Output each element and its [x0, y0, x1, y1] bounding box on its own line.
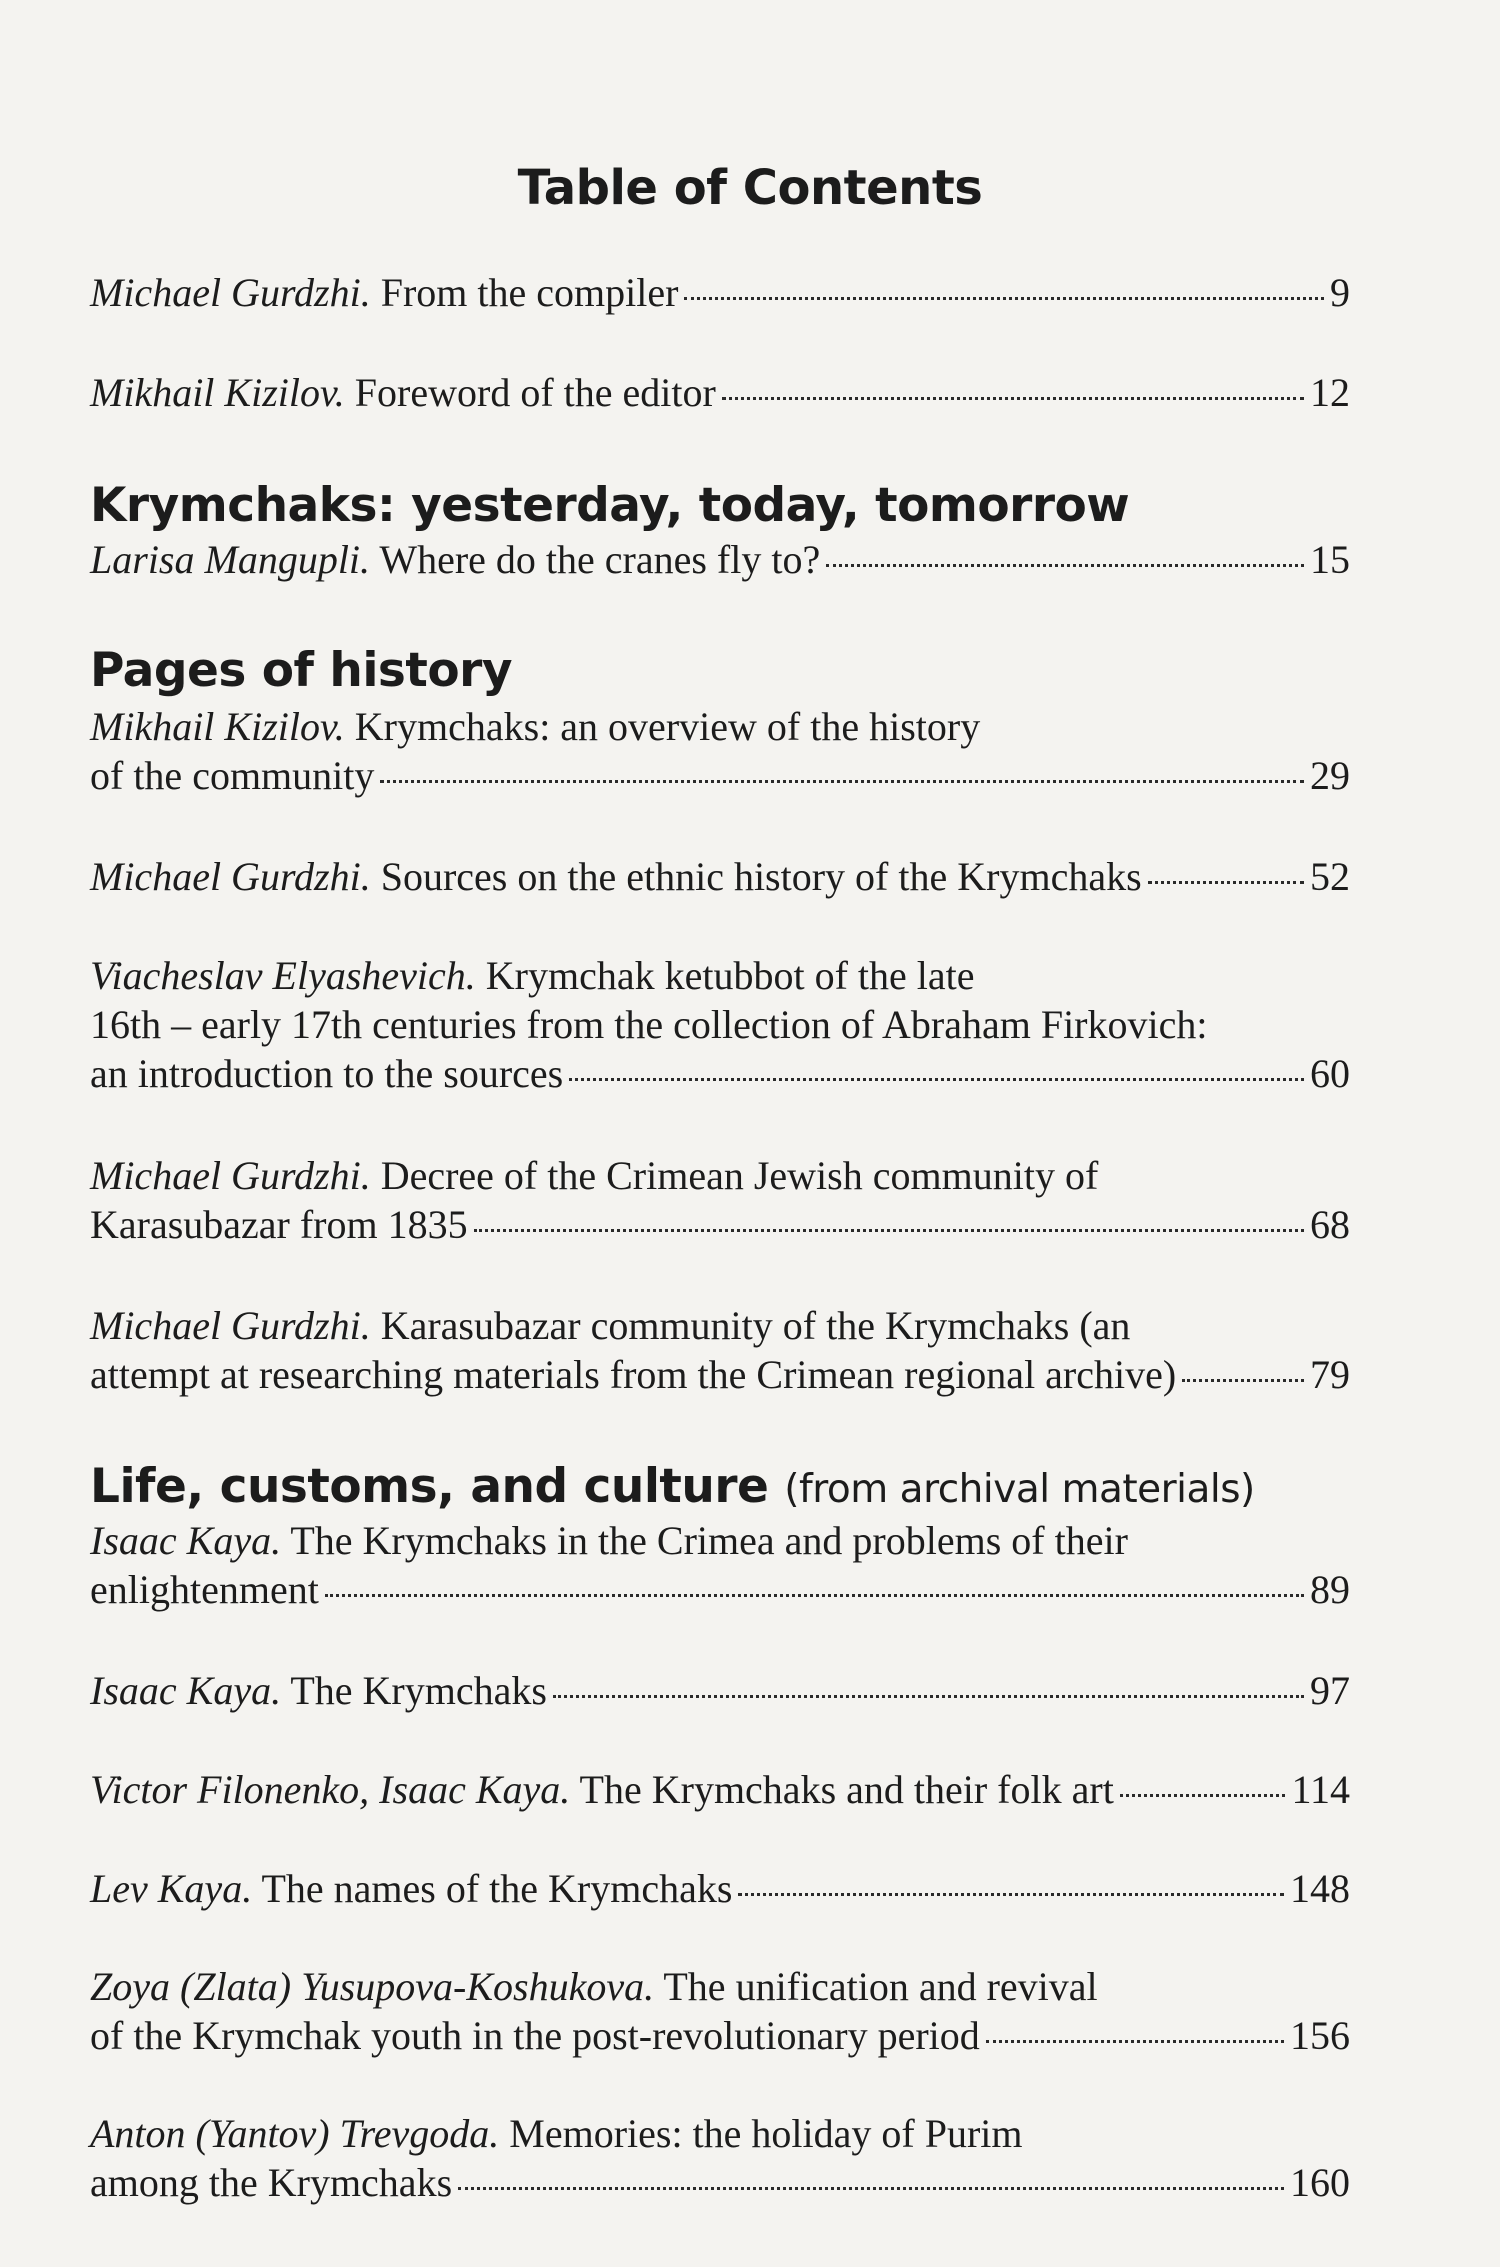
dot-leader — [458, 2187, 1284, 2190]
toc-entry[interactable] — [90, 1301, 1350, 1399]
entry-page: 114 — [1291, 1767, 1350, 1812]
entry-author: Lev Kaya. — [90, 1866, 253, 1911]
dot-leader — [1148, 881, 1304, 884]
dot-leader — [1182, 1379, 1304, 1382]
dot-leader — [1120, 1794, 1286, 1797]
entry-title-cont: of the community — [90, 753, 375, 798]
toc-entry[interactable] — [90, 1864, 1350, 1913]
entry-author: Michael Gurdzhi. — [90, 1153, 371, 1198]
section-heading — [90, 478, 1350, 533]
section-name: Krymchaks: yesterday, today, tomorrow — [90, 478, 1130, 533]
dot-leader — [986, 2040, 1284, 2043]
entry-title: The unification and revival — [663, 1964, 1098, 2009]
entry-page: 97 — [1310, 1668, 1350, 1713]
entry-page: 148 — [1290, 1866, 1350, 1911]
dot-leader — [826, 564, 1304, 567]
entry-title: Krymchaks: an overview of the history — [354, 704, 981, 749]
dot-leader — [569, 1078, 1304, 1081]
entry-page: 160 — [1290, 2160, 1350, 2205]
toc-entry[interactable] — [90, 1516, 1350, 1614]
entry-title-cont: attempt at researching materials from the Crimean regional archive) — [90, 1352, 1177, 1397]
entry-title: The Krymchaks in the Crimea and problems of their — [290, 1518, 1128, 1563]
entry-page: 89 — [1310, 1567, 1350, 1612]
entry-title: Decree of the Crimean Jewish community of — [380, 1153, 1099, 1198]
entry-author: Victor Filonenko, Isaac Kaya. — [90, 1767, 571, 1812]
toc-entry[interactable] — [90, 535, 1350, 584]
entry-author: Michael Gurdzhi. — [90, 854, 371, 899]
toc-entry[interactable] — [90, 1765, 1350, 1814]
entry-page: 79 — [1310, 1352, 1350, 1397]
entry-title: The names of the Krymchaks — [261, 1866, 733, 1911]
section-name: Life, customs, and culture — [90, 1459, 769, 1514]
toc-entry[interactable] — [90, 852, 1350, 901]
entry-title-cont: an introduction to the sources — [90, 1051, 564, 1096]
entry-title-cont: Karasubazar from 1835 — [90, 1202, 468, 1247]
entry-title-cont: among the Krymchaks — [90, 2160, 453, 2205]
entry-title: The Krymchaks and their folk art — [579, 1767, 1114, 1812]
toc-entry[interactable] — [90, 2109, 1350, 2207]
entry-title: Where do the cranes fly to? — [379, 537, 821, 582]
toc-entry[interactable] — [90, 1666, 1350, 1715]
dot-leader — [380, 780, 1304, 783]
entry-title: Memories: the holiday of Purim — [509, 2111, 1023, 2156]
entry-author: Isaac Kaya. — [90, 1668, 282, 1713]
dot-leader — [325, 1594, 1304, 1597]
toc-entry[interactable] — [90, 268, 1350, 317]
entry-title: Sources on the ethnic history of the Krymchaks — [380, 854, 1142, 899]
entry-author: Zoya (Zlata) Yusupova-Koshukova. — [90, 1964, 655, 2009]
dot-leader — [553, 1695, 1304, 1698]
entry-author: Michael Gurdzhi. — [90, 1303, 371, 1348]
entry-page: 156 — [1290, 2013, 1350, 2058]
entry-author: Mikhail Kizilov. — [90, 370, 345, 415]
dot-leader — [684, 297, 1324, 300]
entry-title: Foreword of the editor — [354, 370, 716, 415]
toc-entry[interactable] — [90, 1151, 1350, 1249]
entry-title: From the compiler — [380, 270, 679, 315]
entry-page: 29 — [1310, 753, 1350, 798]
dot-leader — [738, 1893, 1284, 1896]
entry-page: 9 — [1330, 270, 1350, 315]
entry-page: 15 — [1310, 537, 1350, 582]
dot-leader — [722, 397, 1304, 400]
entry-author: Mikhail Kizilov. — [90, 704, 345, 749]
entry-title: Krymchak ketubbot of the late — [485, 953, 975, 998]
section-note: (from archival materials) — [784, 1467, 1255, 1512]
dot-leader — [474, 1229, 1304, 1232]
toc-entry[interactable] — [90, 702, 1350, 800]
entry-page: 68 — [1310, 1202, 1350, 1247]
toc-entry[interactable] — [90, 368, 1350, 417]
entry-title: Karasubazar community of the Krymchaks (an — [380, 1303, 1131, 1348]
toc-entry[interactable] — [90, 951, 1350, 1098]
section-name: Pages of history — [90, 643, 512, 698]
section-heading — [90, 643, 1350, 698]
entry-page: 60 — [1310, 1051, 1350, 1096]
toc-entry[interactable] — [90, 1962, 1350, 2060]
entry-author: Larisa Mangupli. — [90, 537, 371, 582]
entry-page: 12 — [1310, 370, 1350, 415]
section-heading — [90, 1459, 1350, 1514]
entry-author: Viacheslav Elyashevich. — [90, 953, 476, 998]
entry-author: Isaac Kaya. — [90, 1518, 282, 1563]
entry-title-cont: enlightenment — [90, 1567, 319, 1612]
entry-title-cont: 16th – early 17th centuries from the collection of Abraham Firkovich: — [90, 1002, 1208, 1047]
entry-author: Michael Gurdzhi. — [90, 270, 371, 315]
entry-page: 52 — [1310, 854, 1350, 899]
page-title: Table of Contents — [517, 160, 983, 216]
entry-title-cont: of the Krymchak youth in the post-revolutionary period — [90, 2013, 980, 2058]
entry-title: The Krymchaks — [290, 1668, 547, 1713]
entry-author: Anton (Yantov) Trevgoda. — [90, 2111, 500, 2156]
